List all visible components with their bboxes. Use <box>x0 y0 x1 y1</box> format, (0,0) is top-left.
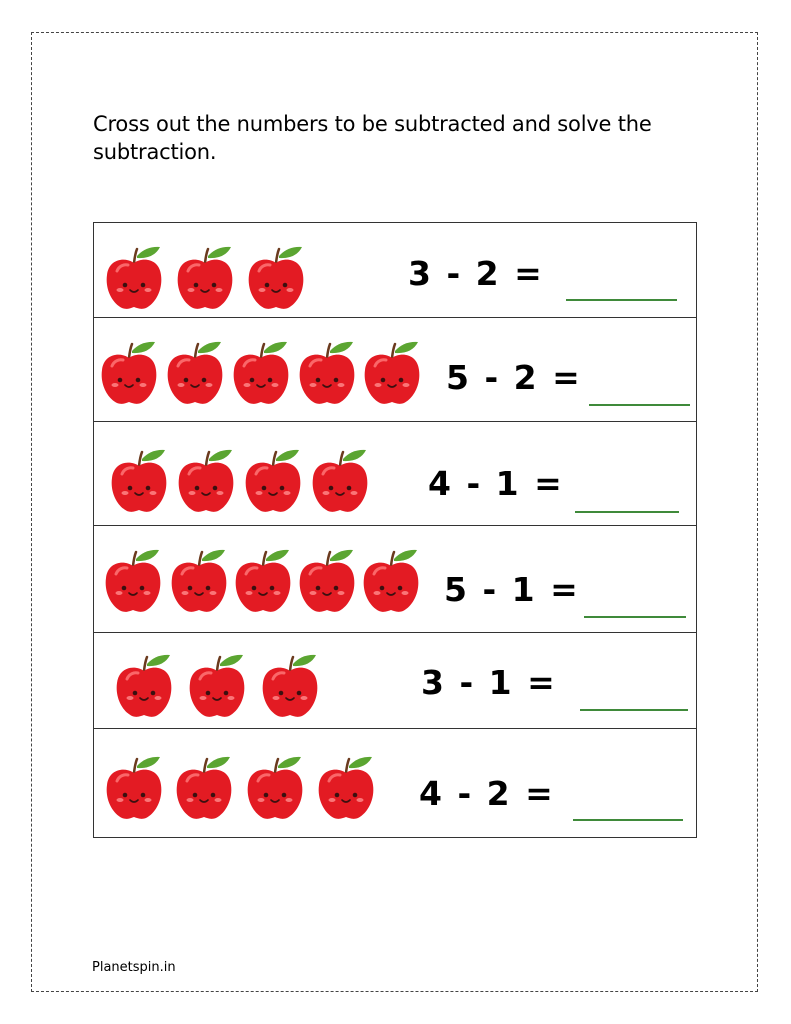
worksheet-table <box>93 222 697 838</box>
apple-icon <box>174 755 234 821</box>
apple-icon <box>361 548 421 614</box>
apple-icon <box>175 245 235 311</box>
apple-icon <box>231 340 291 406</box>
apple-icon <box>103 548 163 614</box>
problem-row-4 <box>94 526 696 633</box>
answer-line[interactable] <box>589 404 690 406</box>
problem-row-1 <box>94 223 696 318</box>
apple-icon <box>114 653 174 719</box>
equation: 4 - 2 = <box>419 774 555 813</box>
apple-icon <box>260 653 320 719</box>
apple-icon <box>310 448 370 514</box>
answer-line[interactable] <box>573 819 683 821</box>
apple-icon <box>187 653 247 719</box>
apple-icon <box>104 755 164 821</box>
apple-icon <box>165 340 225 406</box>
equation: 4 - 1 = <box>428 464 564 503</box>
apple-icon <box>362 340 422 406</box>
apple-icon <box>245 755 305 821</box>
apple-icon <box>233 548 293 614</box>
apple-icon <box>176 448 236 514</box>
apple-icon <box>316 755 376 821</box>
apple-icon <box>297 340 357 406</box>
answer-line[interactable] <box>580 709 688 711</box>
apple-icon <box>297 548 357 614</box>
answer-line[interactable] <box>575 511 679 513</box>
problem-row-5 <box>94 633 696 729</box>
problem-row-6 <box>94 729 696 839</box>
apple-icon <box>246 245 306 311</box>
instruction-text: Cross out the numbers to be subtracted and solve the subtraction. <box>93 112 652 164</box>
problem-row-2 <box>94 318 696 422</box>
equation: 5 - 1 = <box>444 570 580 609</box>
answer-line[interactable] <box>566 299 677 301</box>
equation: 3 - 1 = <box>421 663 557 702</box>
apple-icon <box>243 448 303 514</box>
apple-icon <box>169 548 229 614</box>
apple-icon <box>99 340 159 406</box>
apple-icon <box>109 448 169 514</box>
footer-source: Planetspin.in <box>92 960 176 975</box>
problem-row-3 <box>94 422 696 526</box>
equation: 5 - 2 = <box>446 358 582 397</box>
apple-icon <box>104 245 164 311</box>
equation: 3 - 2 = <box>408 254 544 293</box>
answer-line[interactable] <box>584 616 686 618</box>
